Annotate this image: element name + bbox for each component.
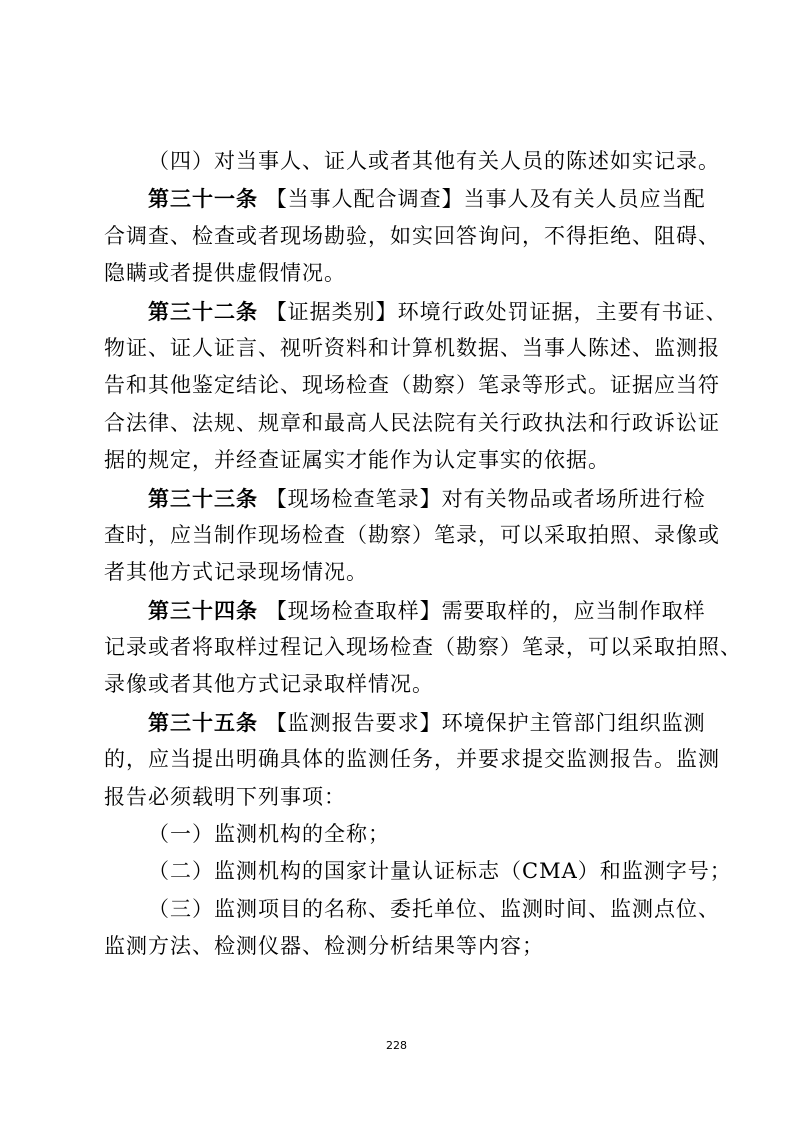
article-title: 第三十一条	[148, 186, 258, 212]
article-title: 第三十四条	[148, 597, 258, 623]
list-item: （三）监测项目的名称、委托单位、监测时间、监测点位、	[148, 896, 720, 921]
text-line: 报告必须载明下列事项：	[104, 784, 346, 809]
text-line: 第三十一条 【当事人配合调查】当事人及有关人员应当配	[148, 186, 706, 212]
document-body	[104, 143, 742, 966]
text-line: 第三十五条 【监测报告要求】环境保护主管部门组织监测	[148, 709, 706, 735]
text-line: （四）对当事人、证人或者其他有关人员的陈述如实记录。	[148, 149, 720, 173]
text-line: 合法律、法规、规章和最高人民法院有关行政执法和行政诉讼证	[104, 410, 720, 435]
text-line: 告和其他鉴定结论、现场检查（勘察）笔录等形式。证据应当符	[104, 373, 720, 398]
text-line: 第三十二条 【证据类别】环境行政处罚证据，主要有书证、	[148, 298, 728, 324]
text-line: 查时，应当制作现场检查（勘察）笔录，可以采取拍照、录像或	[104, 522, 720, 547]
article-title: 第三十二条	[148, 298, 258, 324]
text-line: 物证、证人证言、视听资料和计算机数据、当事人陈述、监测报	[104, 335, 720, 360]
text-line: 者其他方式记录现场情况。	[104, 560, 368, 585]
article-title: 第三十三条	[148, 485, 258, 511]
page-number: 228	[386, 1039, 407, 1052]
text-line: 隐瞒或者提供虚假情况。	[104, 261, 346, 286]
text-line: 第三十三条 【现场检查笔录】对有关物品或者场所进行检	[148, 485, 706, 511]
text-line: 的，应当提出明确具体的监测任务，并要求提交监测报告。监测	[104, 747, 720, 772]
text-line: 记录或者将取样过程记入现场检查（勘察）笔录，可以采取拍照、	[104, 635, 742, 660]
text-line: 录像或者其他方式记录取样情况。	[104, 672, 434, 697]
list-item: （一）监测机构的全称；	[148, 822, 390, 847]
list-item: （二）监测机构的国家计量认证标志（CMA）和监测字号；	[148, 859, 732, 884]
article-title: 第三十五条	[148, 709, 258, 735]
text-line: 监测方法、检测仪器、检测分析结果等内容；	[104, 934, 544, 959]
text-line: 合调查、检查或者现场勘验，如实回答询问，不得拒绝、阻碍、	[104, 223, 720, 248]
text-line: 据的规定，并经查证属实才能作为认定事实的依据。	[104, 448, 610, 473]
text-line: 第三十四条 【现场检查取样】需要取样的，应当制作取样	[148, 597, 706, 623]
